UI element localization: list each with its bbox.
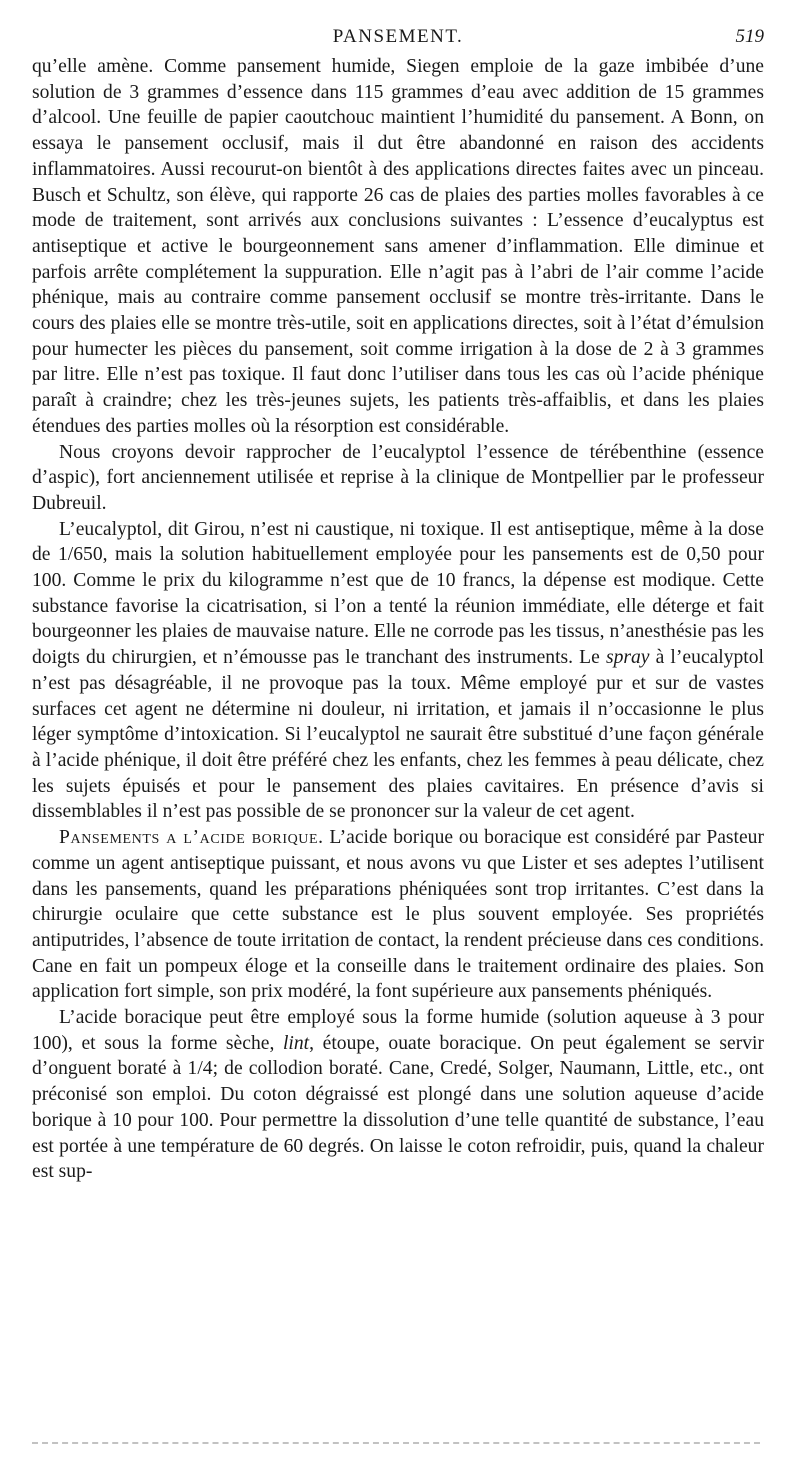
page-number: 519 [735,26,764,47]
paragraph-acide-borique [32,825,764,1005]
italic-term-lint: lint [282,1032,310,1054]
paragraph-terebenthine [32,440,764,517]
paragraph-text-after: , étoupe, ouate boracique. On peut également se servir d’onguent boraté à 1/4; de collodion boraté. Cane, Credé, Solger, Naumann, Little, etc., ont préconisé son emploi. Du coton dégraissé est plongé dans une solution aqueuse d’acide borique à 10 pour 100. Pour permettre la dissolution d’une telle quantité de substance, l’eau est portée à une température de 60 degrés. On laisse le coton refroidir, puis, quand la chaleur est sup- [32,1032,764,1183]
paragraph-text: qu’elle amène. Comme pansement humide, Siegen emploie de la gaze imbibée d’une solution de 3 grammes d’essence dans 115 grammes d’eau avec addition de 15 grammes d’alcool. Une feuille de papier caoutchouc maintient l’humidité du pansement. A Bonn, on essaya le pansement occlusif, mais il dut être abandonné en raison des accidents inflammatoires. Aussi recourut-on bientôt à des applications directes faites avec un pinceau. Busch et Schultz, son élève, qui rapporte 26 cas de plaies des parties molles favorables à ce mode de traitement, sont arrivés aux conclusions suivantes : L’essence d’eucalyptus est antiseptique et active le bourgeonnement sans amener d’inflammation. Elle diminue et parfois arrête complétement la suppuration. Elle n’agit pas à l’abri de l’air comme l’acide phénique, mais au contraire comme pansement occlusif se montre très-irritante. Dans le cours des plaies elle se montre très-utile, soit en applications directes, soit à l’état d’émulsion pour humecter les pièces du pansement, soit comme irrigation à la dose de 2 à 3 grammes par litre. Elle n’est pas toxique. Il faut donc l’utiliser dans tous les cas où l’acide phénique paraît à craindre; chez les très-jeunes sujets, les patients très-affaiblis, et dans les plaies étendues des parties molles où la résorption est considérable. [32,56,764,437]
paragraph-text: L’acide borique ou boracique est considéré par Pasteur comme un agent antiseptique puissant, et nous avons vu que Lister et ses adeptes l’utilisent dans les pansements, quand les préparations phéniquées sont trop irritantes. C’est dans la chirurgie oculaire que cette substance est le plus souvent employée. Ses propriétés antiputrides, l’absence de toute irritation de contact, la rendent précieuse dans ces conditions. Cane en fait un pompeux éloge et la conseille dans le traitement ordinaire des plaies. Son application fort simple, son prix modéré, la font supérieure aux pansements phéniqués. [32,827,765,1003]
running-title: PANSEMENT. [332,26,464,47]
paragraph-acide-boracique [32,1005,764,1185]
paragraph-text-after: à l’eucalyptol n’est pas désagréable, il ne provoque pas la toux. Même employé pur et sur de vastes surfaces cet agent ne détermine ni douleur, ni irritation, et jamais il n’occasionne le plus léger symptôme d’intoxication. Si l’eucalyptol ne saurait être substitué d’une façon générale à l’acide phénique, il doit être préféré chez les enfants, chez les femmes à peau délicate, chez les sujets épuisés et pour le pansement des plaies cavitaires. En présence d’avis si dissemblables il n’est pas possible de se prononcer sur la valeur de cet agent. [32,647,764,823]
paragraph-text-before: L’eucalyptol, dit Girou, n’est ni caustique, ni toxique. Il est antiseptique, même à la dose de 1/650, mais la solution habituellement employée pour les pansements est de 0,50 pour 100. Comme le prix du kilogramme n’est que de 10 francs, la dépense est modique. Cette substance favorise la cicatrisation, si l’on a tenté la réunion immédiate, elle déterge et fait bourgeonner les plaies de mauvaise nature. Elle ne corrode pas les tissus, n’anesthésie pas les doigts du chirurgien, et n’émousse pas le tranchant des instruments. Le [32,518,765,669]
running-head [32,14,764,54]
footer-divider [32,1442,760,1444]
paragraph-eucalyptol-girou [32,517,764,825]
body-text [32,54,764,1185]
paragraph-eucalyptus-continuation [32,54,764,440]
italic-term-spray: spray [605,647,650,669]
paragraph-text-before: L’acide boracique peut être employé sous la forme humide (solution aqueuse à 3 pour 100), et sous la forme sèche, [32,1007,764,1054]
section-heading: Pansements a l’acide borique. [59,827,324,849]
paragraph-text: Nous croyons devoir rapprocher de l’eucalyptol l’essence de térébenthine (essence d’aspic), fort anciennement utilisée et reprise à la clinique de Montpellier par le professeur Dubreuil. [32,441,764,514]
